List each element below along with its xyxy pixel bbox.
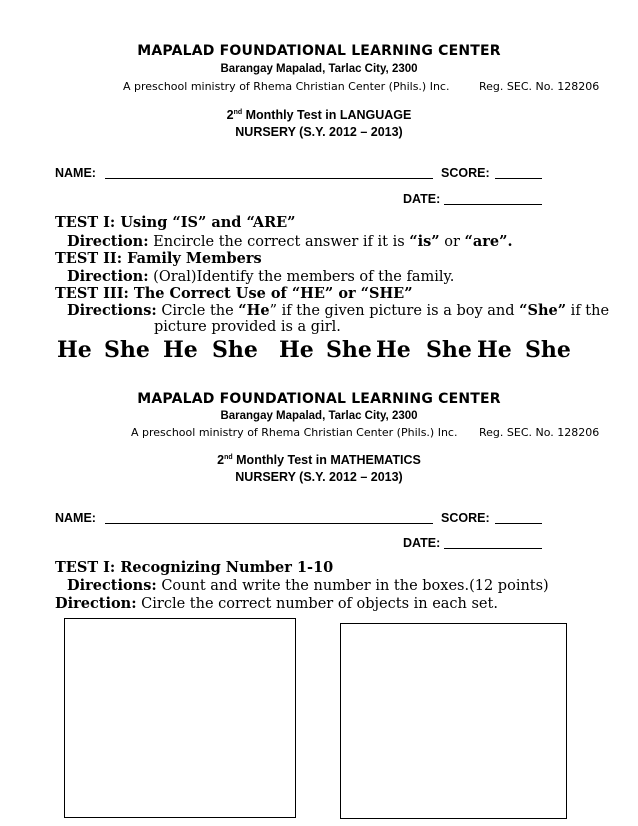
is-option: “is” — [409, 233, 440, 250]
language-test3-title: TEST III: The Correct Use of “HE” or “SHE” — [55, 285, 413, 302]
direction-text: ” if the given picture is a boy and — [269, 303, 520, 319]
or-text: or — [439, 234, 465, 250]
math-test1-title: TEST I: Recognizing Number 1-10 — [55, 559, 334, 576]
direction-label: Direction: — [67, 268, 149, 285]
choice-3[interactable]: He — [163, 337, 198, 363]
direction-label: Directions: — [67, 577, 157, 594]
choice-7[interactable]: He — [376, 337, 411, 363]
score-label: SCORE: — [441, 166, 490, 180]
test-title — [0, 453, 638, 467]
direction-text: (Oral)Identify the members of the family. — [148, 269, 455, 285]
direction-text: if the — [566, 303, 610, 319]
school-address: Barangay Mapalad, Tarlac City, 2300 — [220, 63, 418, 75]
language-test2-title: TEST II: Family Members — [55, 250, 262, 267]
math-direction — [55, 595, 498, 612]
date-field[interactable] — [444, 204, 542, 205]
test-ordinal-suffix: nd — [224, 453, 233, 461]
language-test3-direction-line2: picture provided is a girl. — [154, 319, 341, 335]
choice-2[interactable]: She — [104, 337, 150, 363]
math-directions — [67, 577, 549, 594]
date-label: DATE: — [403, 536, 441, 550]
name-field[interactable] — [105, 178, 433, 179]
test-ordinal: 2 — [217, 453, 225, 467]
school-address: Barangay Mapalad, Tarlac City, 2300 — [220, 410, 418, 422]
choice-10[interactable]: She — [525, 337, 571, 363]
language-test1-direction — [67, 233, 513, 250]
choice-6[interactable]: She — [326, 337, 372, 363]
are-option: “are”. — [464, 233, 513, 250]
grade-level: NURSERY (S.Y. 2012 – 2013) — [235, 470, 403, 484]
school-name: MAPALAD FOUNDATIONAL LEARNING CENTER — [137, 391, 501, 407]
choice-4[interactable]: She — [212, 337, 258, 363]
direction-text: Encircle the correct answer if it is — [148, 234, 410, 250]
ministry-line: A preschool ministry of Rhema Christian Center (Phils.) Inc. — [131, 426, 458, 439]
direction-label: Direction: — [67, 233, 149, 250]
answer-box-2[interactable] — [340, 623, 567, 819]
name-label: NAME: — [55, 166, 96, 180]
ministry-line: A preschool ministry of Rhema Christian Center (Phils.) Inc. — [123, 80, 450, 93]
test-subject: Monthly Test in LANGUAGE — [245, 108, 412, 122]
registration-number: Reg. SEC. No. 128206 — [479, 80, 600, 93]
direction-label: Directions: — [67, 302, 157, 319]
registration-number: Reg. SEC. No. 128206 — [479, 426, 600, 439]
answer-box-1[interactable] — [64, 618, 296, 818]
choice-5[interactable]: He — [279, 337, 314, 363]
language-test1-title: TEST I: Using “IS” and “ARE” — [55, 214, 296, 231]
choice-1[interactable]: He — [57, 337, 92, 363]
direction-label: Direction: — [55, 595, 137, 612]
test-title — [0, 108, 638, 122]
name-label: NAME: — [55, 511, 96, 525]
language-test3-direction — [67, 302, 609, 319]
direction-text: Count and write the number in the boxes.(12 points) — [156, 578, 549, 594]
school-name: MAPALAD FOUNDATIONAL LEARNING CENTER — [137, 43, 501, 59]
test-ordinal-suffix: nd — [233, 108, 243, 116]
test-ordinal: 2 — [226, 108, 234, 122]
test-subject: Monthly Test in MATHEMATICS — [236, 453, 421, 467]
language-test2-direction — [67, 268, 454, 285]
he-word: “He — [238, 302, 270, 319]
score-field[interactable] — [495, 523, 542, 524]
direction-text: Circle the correct number of objects in each set. — [136, 596, 498, 612]
score-label: SCORE: — [441, 511, 490, 525]
direction-text: Circle the — [156, 303, 239, 319]
name-field[interactable] — [105, 523, 433, 524]
grade-level: NURSERY (S.Y. 2012 – 2013) — [235, 125, 403, 139]
choice-9[interactable]: He — [477, 337, 512, 363]
date-label: DATE: — [403, 192, 441, 206]
date-field[interactable] — [444, 548, 542, 549]
score-field[interactable] — [495, 178, 542, 179]
choice-8[interactable]: She — [426, 337, 472, 363]
she-word: “She” — [519, 302, 567, 319]
